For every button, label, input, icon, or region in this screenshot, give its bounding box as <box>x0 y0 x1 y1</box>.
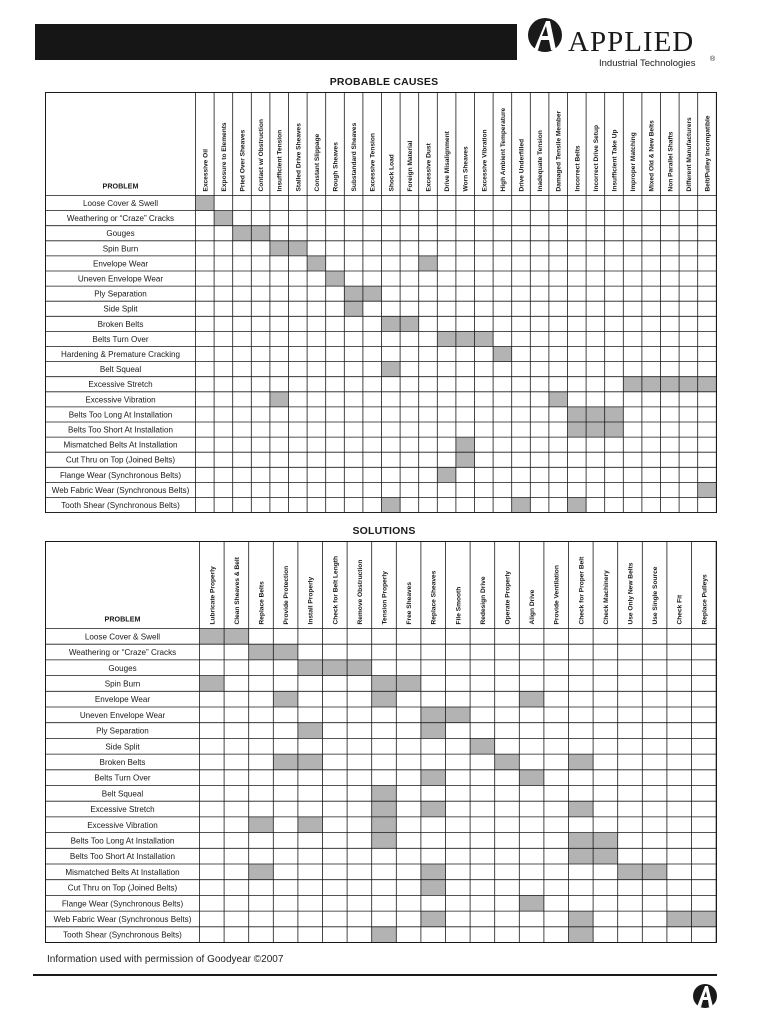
solutions-filled-cell <box>667 911 692 927</box>
applied-logo-icon <box>526 16 564 66</box>
causes-filled-cell <box>605 422 624 437</box>
solutions-column-header: Use Single Source <box>652 566 660 625</box>
causes-column-header: Exposure to Elements <box>220 122 228 192</box>
solutions-column-header: Tension Properly <box>381 571 389 625</box>
causes-column-header: Excessive Oil <box>202 149 210 192</box>
solutions-filled-cell <box>396 676 421 692</box>
causes-row-label: Spin Burn <box>102 244 139 254</box>
solutions-row-label: Weathering or “Craze” Cracks <box>68 648 177 658</box>
solutions-filled-cell <box>273 754 298 770</box>
causes-column-header: Belt/Pulley Incompatible <box>704 115 712 192</box>
causes-column-header: High Ambient Temperature <box>499 107 507 192</box>
causes-filled-cell <box>344 286 363 301</box>
causes-filled-cell <box>307 256 326 271</box>
causes-filled-cell <box>456 331 475 346</box>
solutions-filled-cell <box>249 817 274 833</box>
causes-filled-cell <box>605 407 624 422</box>
causes-filled-cell <box>698 482 717 497</box>
solutions-problem-header: PROBLEM <box>104 614 141 624</box>
causes-filled-cell <box>549 392 568 407</box>
solutions-filled-cell <box>298 817 323 833</box>
causes-filled-cell <box>196 195 215 210</box>
causes-column-header: Excessive Dust <box>425 143 433 192</box>
solutions-row-label: Gouges <box>108 663 137 673</box>
causes-row-label: Broken Belts <box>97 319 144 329</box>
causes-filled-cell <box>586 407 605 422</box>
solutions-filled-cell <box>372 817 397 833</box>
solutions-column-header: Operate Properly <box>504 570 512 625</box>
solutions-filled-cell <box>249 644 274 660</box>
solutions-filled-cell <box>200 676 225 692</box>
solutions-filled-cell <box>519 691 544 707</box>
causes-column-header: Inadequate Tension <box>537 130 545 192</box>
solutions-filled-cell <box>569 754 594 770</box>
solutions-filled-cell <box>446 707 471 723</box>
solutions-filled-cell <box>249 864 274 880</box>
causes-row-label: Web Fabric Wear (Synchronous Belts) <box>51 485 190 495</box>
causes-filled-cell <box>344 301 363 316</box>
solutions-filled-cell <box>372 676 397 692</box>
causes-column-header: Excessive Vibration <box>481 129 489 192</box>
causes-row-label: Side Split <box>103 304 138 314</box>
causes-table <box>45 92 717 513</box>
causes-column-header: Damaged Tensile Member <box>555 110 563 192</box>
causes-row-label: Hardening & Premature Cracking <box>61 350 180 360</box>
solutions-row-label: Belt Squeal <box>101 789 144 799</box>
causes-column-header: Insufficient Tension <box>276 129 284 192</box>
causes-row-label: Loose Cover & Swell <box>83 199 158 209</box>
solutions-filled-cell <box>298 723 323 739</box>
solutions-filled-cell <box>495 754 520 770</box>
solutions-row-label: Loose Cover & Swell <box>84 632 161 642</box>
causes-filled-cell <box>419 256 438 271</box>
solutions-row-label: Uneven Envelope Wear <box>79 710 166 720</box>
causes-filled-cell <box>474 331 493 346</box>
solutions-filled-cell <box>569 848 594 864</box>
solutions-row-label: Belts Too Long At Installation <box>70 836 175 846</box>
solutions-column-header: Check for Proper Belt <box>578 556 586 625</box>
solutions-filled-cell <box>273 644 298 660</box>
solutions-row-label: Broken Belts <box>99 757 146 767</box>
solutions-row-label: Web Fabric Wear (Synchronous Belts) <box>53 914 192 924</box>
applied-logo <box>526 16 726 76</box>
solutions-filled-cell <box>421 911 446 927</box>
solutions-filled-cell <box>421 801 446 817</box>
causes-filled-cell <box>567 422 586 437</box>
solutions-filled-cell <box>421 880 446 896</box>
causes-row-label: Tooth Shear (Synchronous Belts) <box>61 501 180 511</box>
causes-column-header: Incorrect Drive Setup <box>592 124 600 192</box>
solutions-column-header: Provide Ventilation <box>553 565 561 625</box>
solutions-filled-cell <box>347 660 372 676</box>
solutions-column-header: Check Machinery <box>602 570 610 625</box>
causes-filled-cell <box>623 377 642 392</box>
solutions-row-label: Side Split <box>105 742 140 752</box>
solutions-filled-cell <box>642 864 667 880</box>
solutions-column-header: Replace Belts <box>258 581 266 625</box>
solutions-filled-cell <box>421 707 446 723</box>
causes-row-label: Belts Too Long At Installation <box>68 410 173 420</box>
causes-column-header: Mixed Old & New Belts <box>648 120 656 192</box>
solutions-column-header: Align Drive <box>529 589 537 625</box>
solutions-filled-cell <box>470 738 495 754</box>
solutions-column-header: Replace Sheaves <box>430 570 438 625</box>
solutions-row-label: Ply Separation <box>96 726 149 736</box>
solutions-filled-cell <box>200 629 225 645</box>
solutions-column-header: Check Fit <box>676 594 684 625</box>
causes-filled-cell <box>382 362 401 377</box>
causes-filled-cell <box>289 241 308 256</box>
solutions-filled-cell <box>519 895 544 911</box>
solutions-filled-cell <box>569 911 594 927</box>
causes-column-header: Incorrect Belts <box>574 145 582 192</box>
causes-column-header: Different Manufacturers <box>685 117 693 192</box>
causes-row-label: Mismatched Belts At Installation <box>63 440 178 450</box>
solutions-filled-cell <box>372 833 397 849</box>
causes-filled-cell <box>586 422 605 437</box>
causes-grid-svg <box>45 92 717 513</box>
applied-footer-icon <box>690 982 720 1010</box>
causes-filled-cell <box>456 452 475 467</box>
causes-filled-cell <box>382 316 401 331</box>
causes-row-label: Belt Squeal <box>99 365 142 375</box>
solutions-filled-cell <box>372 801 397 817</box>
causes-column-header: Contact w/ Obstruction <box>258 119 266 192</box>
causes-row-label: Ply Separation <box>94 289 147 299</box>
solutions-column-header: Redesign Drive <box>479 576 487 625</box>
registered-mark: ® <box>710 56 716 63</box>
solutions-filled-cell <box>298 660 323 676</box>
solutions-column-header: Use Only New Belts <box>627 562 635 625</box>
causes-filled-cell <box>363 286 382 301</box>
solutions-filled-cell <box>569 927 594 943</box>
footer-note: Information used with permission of Goodyear ©2007 <box>47 954 284 965</box>
causes-filled-cell <box>698 377 717 392</box>
solutions-filled-cell <box>421 770 446 786</box>
causes-filled-cell <box>400 316 419 331</box>
causes-column-header: Substandard Sheaves <box>351 122 359 192</box>
causes-filled-cell <box>326 271 345 286</box>
causes-filled-cell <box>642 377 661 392</box>
causes-column-header: Drive Underfilled <box>518 138 526 192</box>
causes-filled-cell <box>567 407 586 422</box>
causes-problem-header: PROBLEM <box>102 181 139 191</box>
causes-column-header: Non Parallel Shafts <box>667 131 675 192</box>
solutions-filled-cell <box>692 911 717 927</box>
solutions-filled-cell <box>519 770 544 786</box>
causes-filled-cell <box>214 211 233 226</box>
solutions-column-header: Remove Obstruction <box>356 559 364 625</box>
causes-filled-cell <box>437 467 456 482</box>
solutions-filled-cell <box>593 848 618 864</box>
causes-column-header: Improper Matching <box>630 132 638 192</box>
solutions-column-header: Replace Pulleys <box>701 574 709 625</box>
causes-row-label: Envelope Wear <box>92 259 149 269</box>
header-bar <box>35 24 517 60</box>
solutions-row-label: Tooth Shear (Synchronous Belts) <box>63 930 182 940</box>
causes-filled-cell <box>567 497 586 512</box>
solutions-filled-cell <box>372 786 397 802</box>
solutions-row-label: Belts Too Short At Installation <box>69 852 176 862</box>
causes-filled-cell <box>456 437 475 452</box>
solutions-row-label: Excessive Vibration <box>87 820 158 830</box>
causes-row-label: Belts Too Short At Installation <box>68 425 173 435</box>
causes-column-header: Stalled Drive Sheaves <box>295 123 303 192</box>
causes-filled-cell <box>512 497 531 512</box>
causes-filled-cell <box>679 377 698 392</box>
solutions-column-header: File Smooth <box>455 586 463 625</box>
solutions-filled-cell <box>298 754 323 770</box>
causes-filled-cell <box>493 346 512 361</box>
causes-column-header: Shock Load <box>388 154 396 192</box>
causes-filled-cell <box>270 241 289 256</box>
solutions-column-header: Lubricate Properly <box>209 566 217 625</box>
causes-column-header: Insufficient Take Up <box>611 129 619 192</box>
solutions-row-label: Belts Turn Over <box>94 773 151 783</box>
causes-row-label: Flange Wear (Synchronous Belts) <box>59 470 182 480</box>
causes-row-label: Belts Turn Over <box>92 334 149 344</box>
solutions-column-header: Free Sheaves <box>406 581 414 625</box>
causes-row-label: Weathering or “Craze” Cracks <box>66 214 175 224</box>
causes-filled-cell <box>251 226 270 241</box>
solutions-filled-cell <box>323 660 348 676</box>
solutions-filled-cell <box>569 801 594 817</box>
solutions-table <box>45 541 717 943</box>
footer-divider <box>33 974 717 976</box>
causes-filled-cell <box>437 331 456 346</box>
solutions-filled-cell <box>569 833 594 849</box>
solutions-row-label: Cut Thru on Top (Joined Belts) <box>67 883 178 893</box>
brand-name: APPLIED <box>568 26 695 58</box>
causes-column-header: Foreign Material <box>406 140 414 192</box>
causes-row-label: Cut Thru on Top (Joined Belts) <box>65 455 176 465</box>
causes-row-label: Excessive Stretch <box>88 380 153 390</box>
causes-filled-cell <box>270 392 289 407</box>
solutions-filled-cell <box>593 833 618 849</box>
solutions-row-label: Envelope Wear <box>94 695 151 705</box>
solutions-column-header: Check for Belt Length <box>332 555 340 625</box>
solutions-row-label: Excessive Stretch <box>90 805 155 815</box>
causes-column-header: Constant Slippage <box>313 133 321 192</box>
solutions-filled-cell <box>421 864 446 880</box>
solutions-filled-cell <box>618 864 643 880</box>
causes-row-label: Excessive Vibration <box>85 395 156 405</box>
causes-filled-cell <box>382 497 401 512</box>
causes-column-header: Excessive Tension <box>369 133 377 192</box>
solutions-grid-svg <box>45 541 717 943</box>
solutions-filled-cell <box>372 691 397 707</box>
solutions-row-label: Mismatched Belts At Installation <box>65 867 180 877</box>
causes-column-header: Rough Sheaves <box>332 142 340 192</box>
solutions-column-header: Provide Protection <box>283 565 291 625</box>
solutions-filled-cell <box>224 629 249 645</box>
solutions-column-header: Install Properly <box>307 576 315 625</box>
causes-filled-cell <box>233 226 252 241</box>
causes-column-header: Drive Misalignment <box>444 131 452 192</box>
solutions-title: SOLUTIONS <box>352 525 416 537</box>
causes-column-header: Pried Over Sheaves <box>239 129 247 192</box>
brand-tagline: Industrial Technologies <box>599 58 696 69</box>
causes-row-label: Gouges <box>106 229 135 239</box>
solutions-row-label: Spin Burn <box>104 679 141 689</box>
causes-title: PROBABLE CAUSES <box>329 76 439 88</box>
solutions-column-header: Clean Sheaves & Belt <box>233 557 241 625</box>
causes-row-label: Uneven Envelope Wear <box>77 274 164 284</box>
causes-column-header: Worn Sheaves <box>462 146 470 192</box>
solutions-filled-cell <box>273 691 298 707</box>
solutions-filled-cell <box>421 723 446 739</box>
solutions-filled-cell <box>372 927 397 943</box>
causes-filled-cell <box>660 377 679 392</box>
solutions-row-label: Flange Wear (Synchronous Belts) <box>61 899 184 909</box>
